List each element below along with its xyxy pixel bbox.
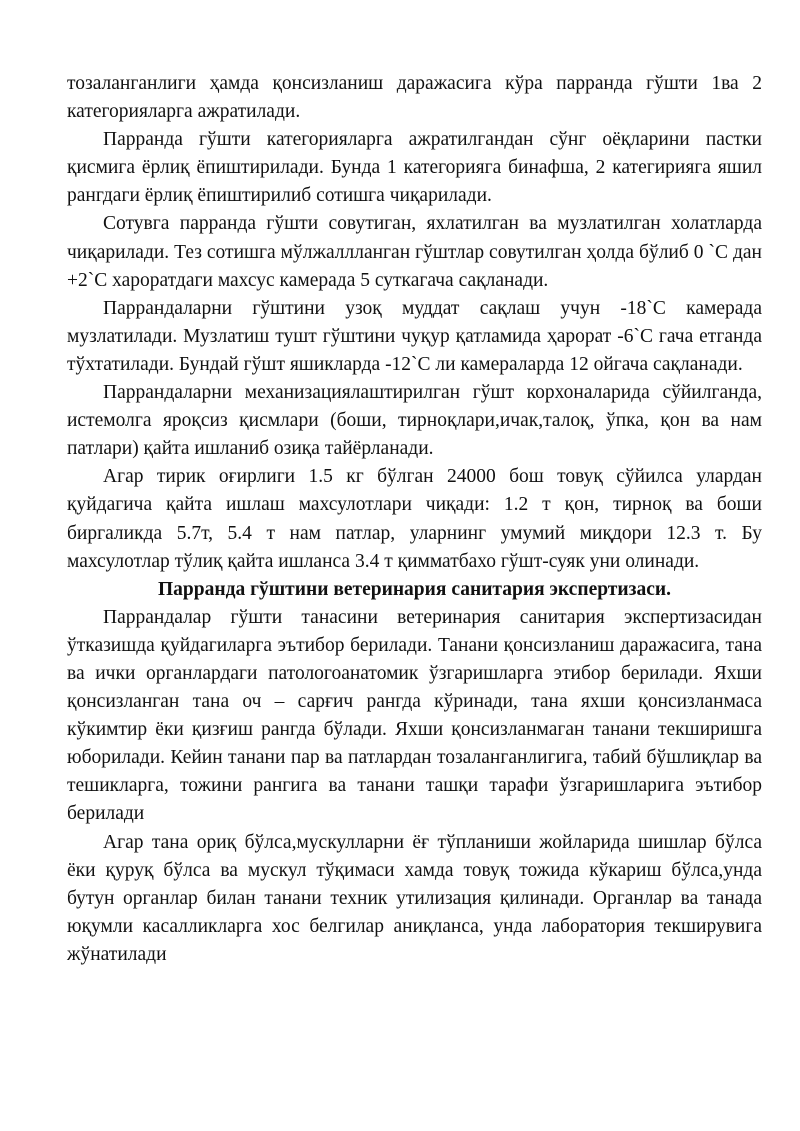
paragraph-labeling: Парранда гўшти категорияларга ажратилгандан сўнг оёқларини пастки қисмига ёрлиқ ёпиштирилади. Бунда 1 категорияга бинафша, 2 категирияга яшил рангдаги ёрлиқ ёпиштирилиб сотишга чиқарилади. xyxy=(67,129,762,207)
paragraph-utilization: Агар тана ориқ бўлса,мускулларни ёғ тўпланиши жойларида шишлар бўлса ёки қуруқ бўлса ва мускул тўқимаси хамда товуқ тожида кўкариш бўлса,унда бутун органлар билан танани техник утилизация қилинади. Органлар ва танада юқумли касалликларга хос белгилар аниқланса, унда лаборатория текширувига жўнатилади xyxy=(67,831,762,965)
paragraph-storage-frozen: Паррандаларни гўштини узоқ муддат сақлаш учун -18`С камерада музлатилади. Музлатиш тушт гўштини чуқур қатламида ҳарорат -6`С гача етганда тўхтатилади. Бундай гўшт яшикларда -12`С ли камераларда 12 ойгача сақланади. xyxy=(67,297,762,375)
section-heading: Парранда гўштини ветеринария санитария экспертизаси. xyxy=(158,578,671,600)
paragraph-continued: тозаланганлиги ҳамда қонсизланиш даражасига кўра парранда гўшти 1ва 2 категорияларга ажратилади. xyxy=(67,73,762,123)
paragraph-byproducts: Паррандаларни механизациялаштирилган гўшт корхоналарида сўйилганда, истемолга яроқсиз қисмлари (боши, тирноқлари,ичак,талоқ, ўпка, қон ва нам патлари) қайта ишланиб озиқа тайёрланади. xyxy=(67,382,762,460)
document-body xyxy=(67,70,762,969)
paragraph-storage-chilled: Сотувга парранда гўшти совутиган, яхлатилган ва музлатилган холатларда чиқарилади. Тез сотишга мўлжаллланган гўштлар совутилган ҳолда бўлиб 0 `С дан +2`С хароратдаги махсус камерада 5 суткагача сақланади. xyxy=(67,213,762,291)
paragraph-processing-yield: Агар тирик оғирлиги 1.5 кг бўлган 24000 бош товуқ сўйилса улардан қуйдагича қайта ишлаш махсулотлари чиқади: 1.2 т қон, тирноқ ва боши биргаликда 5.7т, 5.4 т нам патлар, уларнинг умумий миқдори 12.3 т. Бу махсулотлар тўлиқ қайта ишланса 3.4 т қимматбахо гўшт-суяк уни олинади. xyxy=(67,466,762,572)
paragraph-expertise: Паррандалар гўшти танасини ветеринария санитария экспертизасидан ўтказишда қуйдагиларга эътибор берилади. Танани қонсизланиш даражасига, тана ва ички органлардаги патологоанатомик ўзгаришларга этибор берилади. Яхши қонсизланган тана оч – сарғич рангда кўринади, тана яхши қонсизланмаса кўкимтир ёки қизғиш рангда бўлади. Яхши қонсизланмаган танани текширишга юборилади. Кейин танани пар ва патлардан тозаланганлигига, табий бўшлиқлар ва тешикларга, тожини рангига ва танани ташқи тарафи ўзгаришларига эътибор берилади xyxy=(67,606,762,825)
